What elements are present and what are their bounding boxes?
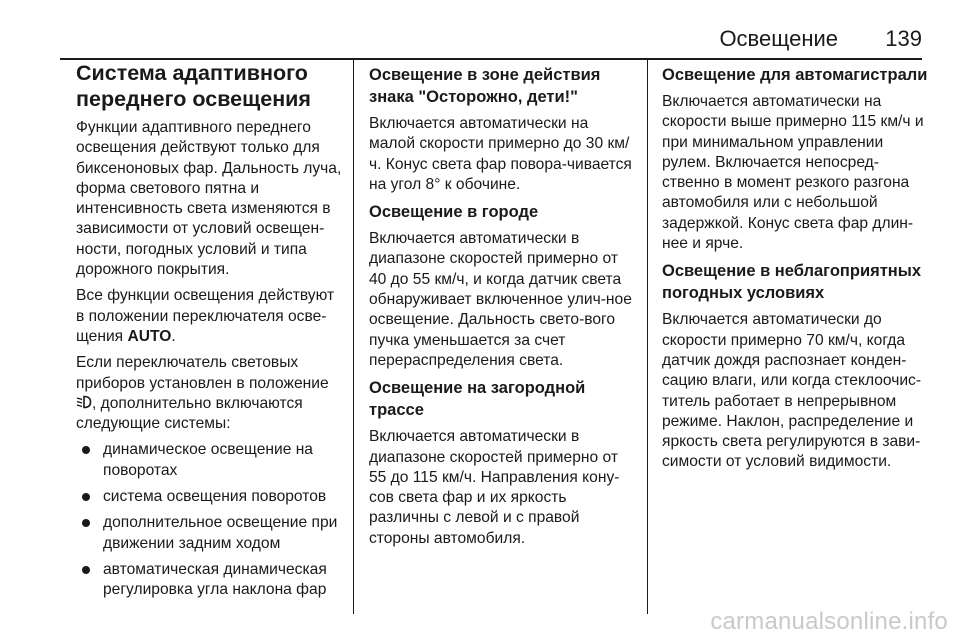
subsection-heading: Освещение в неблагоприятных погодных условиях — [662, 262, 922, 303]
paragraph: Включается автоматически до скорости примерно 70 км/ч, когда датчик дождя распознает конден-сацию влаги, или когда стеклоочис-титель работает в непрерывном режиме. Наклон, распределение и яркость света регулируются в зави-симости от условий видимости. — [662, 311, 922, 471]
column-divider — [353, 60, 354, 614]
column-left — [76, 60, 342, 607]
list-item — [76, 560, 342, 601]
list-item-text: автоматическая динамическая регулировка угла наклона фар — [103, 560, 327, 599]
paragraph: Включается автоматически в диапазоне скоростей примерно от 40 до 55 км/ч, и когда датчик света обнаруживает включенное улич-ное освещение. Дальность свето-вого пучка уменьшается за счет перераспределения света. — [369, 230, 632, 369]
paragraph: Включается автоматически на малой скорости примерно до 30 км/ч. Конус света фар повора-чивается на угол 8° к обочине. — [369, 115, 632, 193]
paragraph-text: , дополнительно включаются следующие системы: — [76, 394, 303, 433]
subsection-heading: Освещение в зоне действия знака "Осторожно, дети!" — [369, 66, 601, 106]
watermark: carmanualsonline.info — [710, 608, 948, 635]
feature-list — [76, 440, 342, 600]
paragraph — [76, 353, 342, 434]
paragraph — [76, 286, 342, 347]
list-item-text: дополнительное освещение при движении задним ходом — [103, 514, 338, 552]
paragraph-text: Все функции освещения действуют в положении переключателя осве-щения — [76, 287, 335, 345]
list-item — [76, 513, 342, 554]
low-beam-headlamp-icon — [76, 395, 92, 409]
section-heading: Система адаптивного переднего освещения — [76, 61, 311, 111]
subsection-heading: Освещение для автомагистрали — [662, 66, 928, 84]
column-divider — [647, 60, 648, 614]
bullet-icon — [82, 566, 90, 574]
list-item-text: система освещения поворотов — [103, 488, 327, 506]
auto-label: AUTO — [127, 327, 172, 345]
column-right — [662, 60, 928, 479]
paragraph: Включается автоматически на скорости выше примерно 115 км/ч и при минимальном управлении рулем. Включается непосред-ственно в момент резкого разгона автомобиля или с небольшой задержкой. Конус света фар длин-нее и ярче. — [662, 93, 924, 253]
bullet-icon — [82, 519, 90, 527]
bullet-icon — [82, 446, 90, 454]
page-header — [60, 14, 922, 60]
paragraph-text: . — [171, 327, 176, 345]
page-number: 139 — [885, 26, 922, 51]
list-item-text: динамическое освещение на поворотах — [103, 441, 313, 479]
bullet-icon — [82, 493, 90, 501]
list-item — [76, 487, 342, 507]
paragraph: Включается автоматически в диапазоне скоростей примерно от 55 до 115 км/ч. Направления кону-сов света фар и их яркость различны с левой и с правой стороны автомобиля. — [369, 428, 620, 547]
paragraph-text: Если переключатель световых приборов установлен в положение — [76, 354, 329, 392]
column-middle — [369, 60, 635, 555]
section-title: Освещение — [719, 26, 838, 51]
subsection-heading: Освещение на загородной трассе — [369, 379, 586, 420]
subsection-heading: Освещение в городе — [369, 203, 539, 222]
paragraph: Функции адаптивного переднего освещения действуют только для биксеноновых фар. Дальность луча, форма светового пятна и интенсивность света изменяются в зависимости от условий освещен-ности, погодных условий и типа дорожного покрытия. — [76, 119, 342, 279]
list-item — [76, 440, 342, 481]
